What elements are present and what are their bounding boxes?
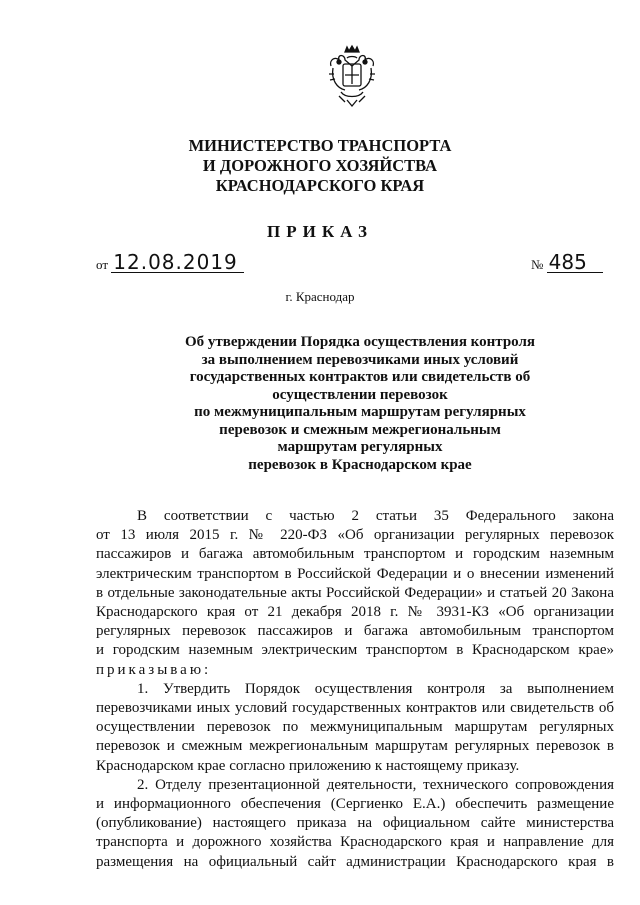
body-line: размещения на официальный сайт администрации Краснодарского края в (96, 853, 614, 870)
body-line: транспорта и дорожного хозяйства Краснодарского края и направление для (96, 834, 614, 851)
date-value: 12.08.2019 (111, 252, 244, 273)
date-label: от (96, 257, 109, 272)
subject-line: государственных контрактов или свидетельств об (189, 369, 531, 385)
body-line: В соответствии с частью 2 статьи 35 Федерального закона (137, 508, 614, 524)
number-label: № (531, 257, 544, 272)
ministry-line: МИНИСТЕРСТВО ТРАНСПОРТА (188, 136, 452, 155)
body-line: регулярных перевозок пассажиров и багажа автомобильным транспортом (96, 623, 614, 640)
subject-line: за выполнением перевозчиками иных условий (201, 351, 519, 368)
document-type: ПРИКАЗ (267, 222, 373, 241)
body-line: в отдельные законодательные акты Российской Федерации» и статьей 20 Закона (96, 584, 614, 601)
body-line: (опубликование) настоящего приказа на официальном сайте министерства (96, 815, 614, 832)
order-body (96, 507, 614, 872)
body-line: электрическим транспортом в Российской Федерации и о внесении изменений (96, 565, 614, 582)
subject-line: осуществлении перевозок (272, 386, 448, 403)
city: г. Краснодар (285, 289, 355, 304)
body-line: и информационного обеспечения (Сергиенко Е.А.) обеспечить размещение (96, 796, 614, 813)
body-line: перевозчиками иных условий государственных контрактов или свидетельств об (96, 700, 614, 717)
body-line: осуществлении перевозок по межмуниципальным маршрутам регулярных (96, 719, 614, 736)
subject-line: маршрутам регулярных (277, 439, 443, 455)
ministry-line: КРАСНОДАРСКОГО КРАЯ (215, 176, 425, 195)
subject-line: Об утверждении Порядка осуществления контроля (185, 334, 535, 350)
number-value: 485 (547, 252, 603, 273)
body-line: Краснодарском крае согласно приложению к настоящему приказу. (96, 757, 520, 774)
order-number (531, 252, 603, 273)
body-line: 1. Утвердить Порядок осуществления контроля за выполнением (137, 680, 614, 697)
ministry-name (0, 136, 640, 196)
coat-of-arms-icon (325, 44, 379, 108)
body-line: 2. Отделу презентационной деятельности, технического сопровождения (137, 776, 614, 793)
order-date (96, 252, 244, 273)
ministry-line: И ДОРОЖНОГО ХОЗЯЙСТВА (202, 156, 438, 175)
subject-line: перевозок и смежным межрегиональным (219, 421, 501, 438)
subject-line: перевозок в Краснодарском крае (248, 456, 472, 473)
body-line: и городским наземным электрическим транспортом в Краснодарском крае» (96, 642, 614, 659)
body-line: перевозок и смежным межрегиональным маршрутам регулярных перевозок в (96, 738, 614, 755)
order-subject (0, 334, 640, 474)
body-line: приказываю: (96, 661, 212, 678)
subject-line: по межмуниципальным маршрутам регулярных (194, 404, 526, 420)
body-line: от 13 июля 2015 г. № 220-ФЗ «Об организации регулярных перевозок (96, 527, 614, 544)
body-line: пассажиров и багажа автомобильным транспортом и городским наземным (96, 546, 614, 563)
body-line: Краснодарского края от 21 декабря 2018 г. № 3931-КЗ «Об организации (96, 604, 614, 621)
